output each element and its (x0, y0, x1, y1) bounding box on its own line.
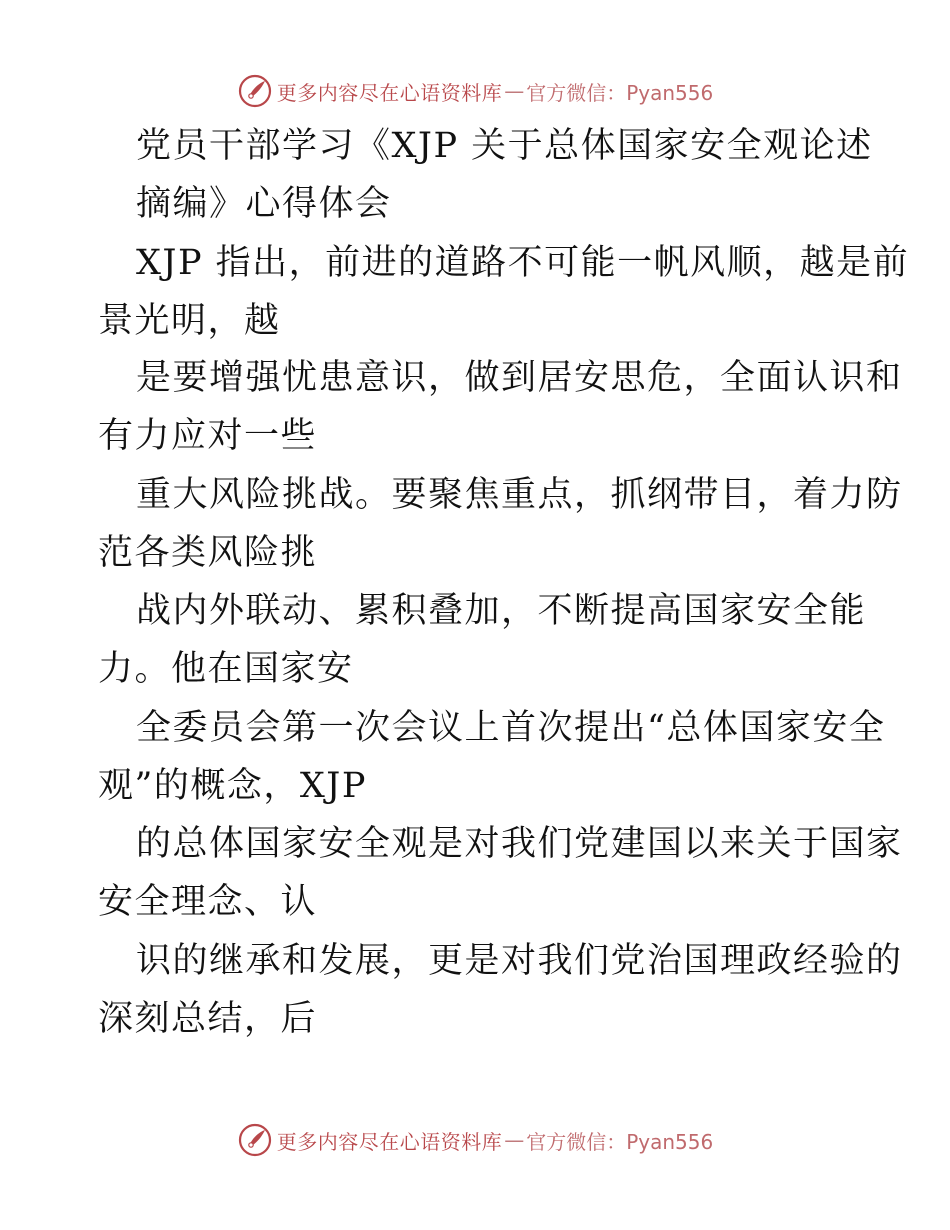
body-line: 重大风险挑战。要聚焦重点，抓纲带目，着力防 (136, 475, 903, 515)
body-line: 有力应对一些 (98, 416, 318, 456)
body-line: 深刻总结，后 (98, 999, 318, 1039)
watermark-text: 更多内容尽在心语资料库 (276, 80, 503, 105)
body-line: 识的继承和发展，更是对我们党治国理政经验的 (136, 941, 903, 981)
body-line: XJP 指出，前进的道路不可能一帆风顺，越是前 (136, 243, 910, 283)
body-line: 战内外联动、累积叠加，不断提高国家安全能 (136, 591, 867, 631)
body-line: 观”的概念，XJP (98, 766, 367, 806)
watermark-contact: 官方微信：Pyan556 (526, 1129, 714, 1154)
quill-logo-icon (237, 1122, 273, 1158)
watermark-separator: — (504, 1128, 525, 1152)
title-line-2: 摘编》心得体会 (136, 184, 392, 224)
title-line-1: 党员干部学习《XJP 关于总体国家安全观论述 (136, 126, 873, 166)
body-line: 是要增强忧患意识，做到居安思危，全面认识和 (136, 358, 903, 398)
body-line: 范各类风险挑 (98, 533, 318, 573)
body-line: 全委员会第一次会议上首次提出“总体国家安全 (136, 708, 886, 748)
body-line: 的总体国家安全观是对我们党建国以来关于国家 (136, 824, 903, 864)
body-line: 力。他在国家安 (98, 649, 354, 689)
watermark-text: 更多内容尽在心语资料库 (276, 1129, 503, 1154)
body-line: 景光明，越 (98, 301, 281, 341)
watermark-separator: — (504, 79, 525, 103)
footer-watermark (0, 1120, 950, 1160)
watermark-contact: 官方微信：Pyan556 (526, 80, 714, 105)
body-line: 安全理念、认 (98, 882, 318, 922)
